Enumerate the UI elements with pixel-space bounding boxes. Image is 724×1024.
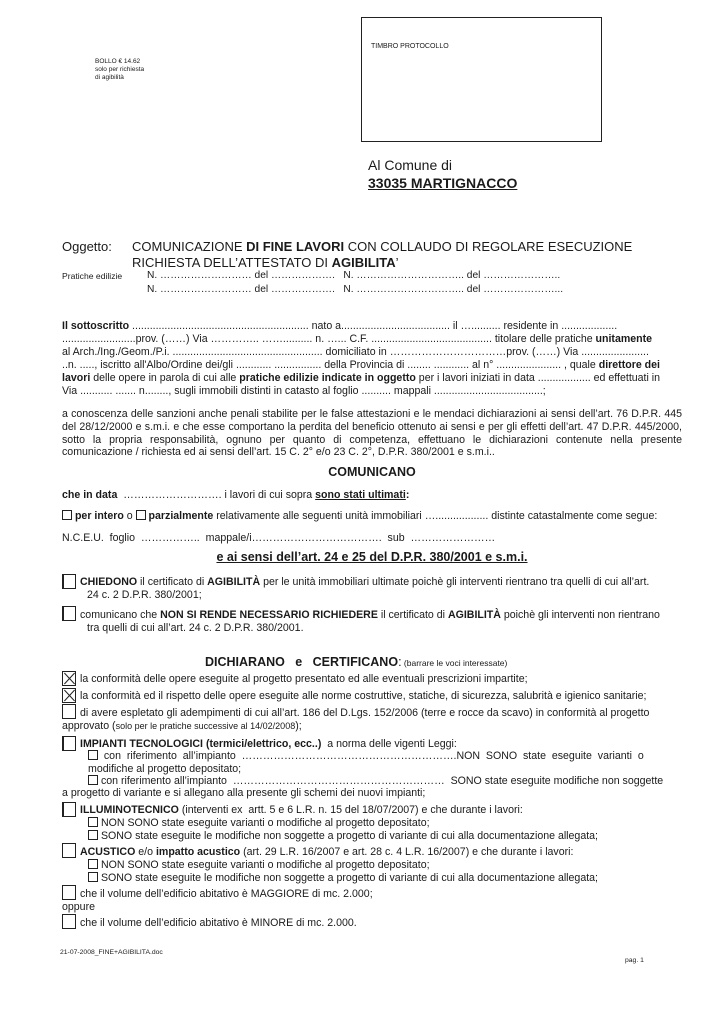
illuminotecnico-option-1 bbox=[88, 817, 430, 830]
illuminotecnico-option-2 bbox=[88, 830, 598, 843]
acustico-text: e/o bbox=[135, 846, 156, 858]
nceu-line: N.C.E.U. foglio …………….. mappale/i………………………………. sub …………………… bbox=[62, 532, 496, 544]
sottoscritto-bold: lavori bbox=[62, 372, 91, 385]
data-text: i lavori di cui sopra bbox=[224, 489, 316, 501]
acustico-text: (art. 29 L.R. 16/2007 e art. 28 c. 4 L.R. 16/2007) e che durante i lavori: bbox=[240, 846, 574, 858]
bollo-line: BOLLO € 14.62 bbox=[95, 58, 141, 65]
checkbox-volume-minore[interactable] bbox=[62, 914, 76, 929]
data-label: che in data bbox=[62, 489, 118, 501]
sottoscritto-bold: direttore dei bbox=[598, 359, 660, 372]
dichiarano-heading bbox=[205, 655, 507, 671]
checkbox-acust-modifiche[interactable] bbox=[88, 872, 98, 882]
adempimenti-small: solo per le pratiche successive al 14/02/2008 bbox=[115, 721, 296, 731]
non-necessario-text bbox=[80, 609, 680, 635]
chiedono-text bbox=[80, 576, 680, 602]
sottoscritto-text: per i lavori iniziati in data .................. ed effettuati in bbox=[415, 372, 661, 385]
dichiarano-note: (barrare le voci interessate) bbox=[401, 658, 508, 668]
impianti-option-text: con riferimento all’impianto …………………………………………………….NON SONO state eseguite varianti o bbox=[98, 750, 644, 762]
oggetto-text-part: COMUNICAZIONE bbox=[132, 239, 247, 254]
checkbox-acustico[interactable] bbox=[62, 843, 76, 858]
checkbox-volume-maggiore[interactable] bbox=[62, 885, 76, 900]
impianti-option-text: con riferimento all’impianto …………………………………………………… SONO state eseguite modifiche non soggette bbox=[98, 775, 664, 787]
impianti-option-1 bbox=[88, 750, 684, 763]
oggetto-text bbox=[132, 239, 692, 271]
footer-filename: 21-07-2008_FINE+AGIBILITA.doc bbox=[60, 949, 163, 956]
data-ultimazione-line bbox=[62, 489, 409, 502]
chiedono-part: per le unità immobiliari ultimate poichè gli interventi rientrano tra quelli di cui all’art. bbox=[260, 576, 650, 588]
checkbox-rispetto-norme[interactable] bbox=[62, 688, 76, 703]
adempimenti-part: approvato ( bbox=[62, 720, 116, 732]
bollo-line: solo per richiesta bbox=[95, 66, 145, 74]
data-colon: : bbox=[405, 489, 410, 501]
checkbox-illum-modifiche[interactable] bbox=[88, 830, 98, 840]
sottoscritto-bold: unitamente bbox=[595, 333, 653, 346]
conformita-text: la conformità delle opere eseguite al progetto presentato ed alle eventuali prescrizioni impartite; bbox=[80, 673, 528, 685]
sottoscritto-text: al Arch./Ing./Geom./P.i. ................................................... domiciliato in ……………………………prov. (……) Via ....................... bbox=[62, 346, 649, 359]
oggetto-text-part: ’ bbox=[395, 254, 399, 270]
recipient-line: Al Comune di bbox=[368, 157, 453, 173]
illum-option-text: NON SONO state eseguite varianti o modifiche al progetto depositato; bbox=[100, 817, 430, 829]
non-necessario-part: il certificato di bbox=[377, 609, 448, 621]
impianti-text: a norma delle vigenti Leggi: bbox=[321, 738, 457, 750]
or-text: o bbox=[123, 510, 136, 522]
chiedono-part: il certificato di bbox=[137, 576, 208, 588]
sottoscritto-paragraph bbox=[62, 320, 682, 399]
volume-maggiore-text: che il volume dell’edificio abitativo è MAGGIORE di mc. 2.000; bbox=[80, 888, 373, 900]
chiedono-agibilita: AGIBILITÀ bbox=[207, 576, 261, 588]
impatto-acustico-label: impatto acustico bbox=[155, 846, 241, 858]
non-necessario-part: poichè gli interventi non rientrano bbox=[500, 609, 660, 621]
non-necessario-bold: NON SI RENDE NECESSARIO RICHIEDERE bbox=[160, 609, 378, 621]
sottoscritto-text: Via ........... ....... n........, sugli immobili distinti in catasto al foglio .......... mappali .....................................; bbox=[62, 385, 546, 398]
checkbox-chiedono[interactable] bbox=[62, 574, 76, 589]
sottoscritto-bold: pratiche edilizie indicate in oggetto bbox=[239, 372, 416, 385]
sottoscritto-text: .........................prov. (……) Via ………….. …….......... n. …... C.F. ......................................... titolare delle pratiche bbox=[62, 333, 596, 346]
acust-option-text: SONO state eseguite le modifiche non soggette a progetto di variante di cui alla documentazione allegata; bbox=[100, 872, 598, 884]
pratiche-row-trail: . bbox=[560, 284, 564, 295]
sottoscritto-text: delle opere in parola di cui alle bbox=[90, 372, 240, 385]
sottoscritto-label: Il sottoscritto bbox=[62, 320, 130, 332]
illum-option-text: SONO state eseguite le modifiche non soggette a progetto di variante di cui alla documentazione allegata; bbox=[100, 830, 598, 842]
recipient-city: 33035 MARTIGNACCO bbox=[368, 175, 518, 191]
rispetto-text: la conformità ed il rispetto delle opere eseguite alle norme costruttive, statiche, di sicurezza, salubrità e igienico sanitarie; bbox=[80, 690, 647, 702]
checkbox-adempimenti[interactable] bbox=[62, 704, 76, 719]
adempimenti-part: ); bbox=[295, 720, 302, 732]
impianti-option-2b: a progetto di variante e si allegano alla presente gli schemi dei nuovi impianti; bbox=[62, 787, 426, 799]
checkbox-illuminotecnico[interactable] bbox=[62, 802, 76, 817]
parzialmente-text: relativamente alle seguenti unità immobiliari ….................. distinte catastalmente come segue: bbox=[213, 510, 658, 522]
sottoscritto-text: ..n. ....., iscritto all'Albo/Ordine dei/gli ............ ................ della Provincia di ........ ............ al n° ...................... , quale bbox=[62, 359, 599, 372]
impianti-label: IMPIANTI TECNOLOGICI (termici/elettrico, ecc..) bbox=[80, 738, 322, 750]
checkbox-acust-non-varianti[interactable] bbox=[88, 859, 98, 869]
checkbox-non-necessario[interactable] bbox=[62, 606, 76, 621]
oggetto-fine-lavori: DI FINE LAVORI bbox=[246, 239, 345, 254]
oppure-text: oppure bbox=[62, 901, 95, 913]
parzialmente-label: parzialmente bbox=[148, 510, 214, 522]
adempimenti-text: di avere espletato gli adempimenti di cui all’art. 186 del D.Lgs. 152/2006 (terre e rocce da scavo) in conformità al progetto bbox=[80, 707, 650, 719]
impianti-option-1b: modifiche al progetto depositato; bbox=[88, 763, 242, 775]
illuminotecnico-label: ILLUMINOTECNICO bbox=[80, 804, 179, 816]
bollo-line: di agibilità bbox=[95, 74, 124, 82]
timbro-label: TIMBRO PROTOCOLLO bbox=[371, 43, 449, 50]
timbro-protocollo-box bbox=[361, 17, 602, 142]
checkbox-impianti[interactable] bbox=[62, 736, 76, 751]
checkbox-illum-non-varianti[interactable] bbox=[88, 817, 98, 827]
pratiche-label: Pratiche edilizie bbox=[62, 271, 123, 281]
acustico-option-2 bbox=[88, 872, 598, 885]
chiedono-label: CHIEDONO bbox=[80, 576, 138, 588]
data-ultimati: sono stati ultimati bbox=[315, 489, 406, 501]
bollo-note bbox=[95, 58, 175, 82]
oggetto-agibilita: AGIBILITA bbox=[331, 254, 396, 270]
intero-parziale-line bbox=[62, 510, 657, 523]
conoscenza-paragraph: a conoscenza delle sanzioni anche penali stabilite per le false attestazioni e le mendaci dichiarazioni ai sensi dell’art. 76 D.P.R. 445 del 28/12/2000 e s.m.i. e che esse comportano la perdita del beneficio ottenuto ai sensi e per gli effetti dell’art. 47 D.P.R. 445/2000, sotto la propria responsabilità, ognuno per quanto di competenza, effettuano le dichiarazioni contenute nella presente comunicazione / richiesta ed ai sensi dell’art. 15 C. 2° e/o 23 C. 2°, D.P.R. 380/2001 e s.m.i.. bbox=[62, 408, 682, 459]
checkbox-per-intero[interactable] bbox=[62, 510, 72, 520]
oggetto-label: Oggetto: bbox=[62, 239, 112, 254]
data-dots: ………………………. bbox=[117, 489, 225, 501]
pratiche-row-text: N. ……………………… del ………………. N. ………………………….. del ………………….. bbox=[147, 284, 561, 295]
per-intero-label: per intero bbox=[74, 510, 124, 522]
pratiche-row bbox=[147, 284, 563, 297]
acust-option-text: NON SONO state eseguite varianti o modifiche al progetto depositato; bbox=[100, 859, 430, 871]
comunicano-heading: COMUNICANO bbox=[328, 465, 416, 479]
volume-minore-text: che il volume dell’edificio abitativo è MINORE di mc. 2.000. bbox=[80, 917, 357, 929]
checkbox-impianti-non-varianti[interactable] bbox=[88, 750, 98, 760]
checkbox-impianti-modifiche[interactable] bbox=[88, 775, 98, 785]
dichiarano-colon: : bbox=[398, 655, 402, 669]
sottoscritto-text: ............................................................ nato a..................................... il ….......... residente in ................... bbox=[129, 320, 618, 332]
oggetto-text-part: RICHIESTA DELL’ATTESTATO DI bbox=[132, 254, 332, 270]
page-number: pag. 1 bbox=[625, 957, 644, 964]
chiedono-part: 24 c. 2 D.P.R. 380/2001; bbox=[87, 589, 202, 601]
acustico-heading bbox=[80, 846, 573, 859]
checkbox-conformita[interactable] bbox=[62, 671, 76, 686]
oggetto-text-part: CON COLLAUDO DI REGOLARE ESECUZIONE bbox=[344, 239, 633, 254]
adempimenti-text-2 bbox=[62, 720, 302, 733]
dichiarano-title: DICHIARANO e CERTIFICANO bbox=[205, 655, 399, 669]
acustico-option-1 bbox=[88, 859, 430, 872]
sensi-heading: e ai sensi dell’art. 24 e 25 del D.P.R. 380/2001 e s.m.i. bbox=[216, 550, 528, 564]
non-necessario-part: tra quelli di cui all’art. 24 c. 2 D.P.R. 380/2001. bbox=[87, 622, 304, 634]
non-necessario-agibilita: AGIBILITÀ bbox=[447, 609, 501, 621]
pratiche-row: N. ……………………… del ………………. N. ………………………….. del ………………….. bbox=[147, 270, 561, 281]
illuminotecnico-text: (interventi ex artt. 5 e 6 L.R. n. 15 del 18/07/2007) e che durante i lavori: bbox=[178, 804, 523, 816]
illuminotecnico-heading bbox=[80, 804, 523, 817]
acustico-label: ACUSTICO bbox=[80, 846, 136, 858]
checkbox-parzialmente[interactable] bbox=[136, 510, 146, 520]
non-necessario-part: comunicano che bbox=[80, 609, 161, 621]
